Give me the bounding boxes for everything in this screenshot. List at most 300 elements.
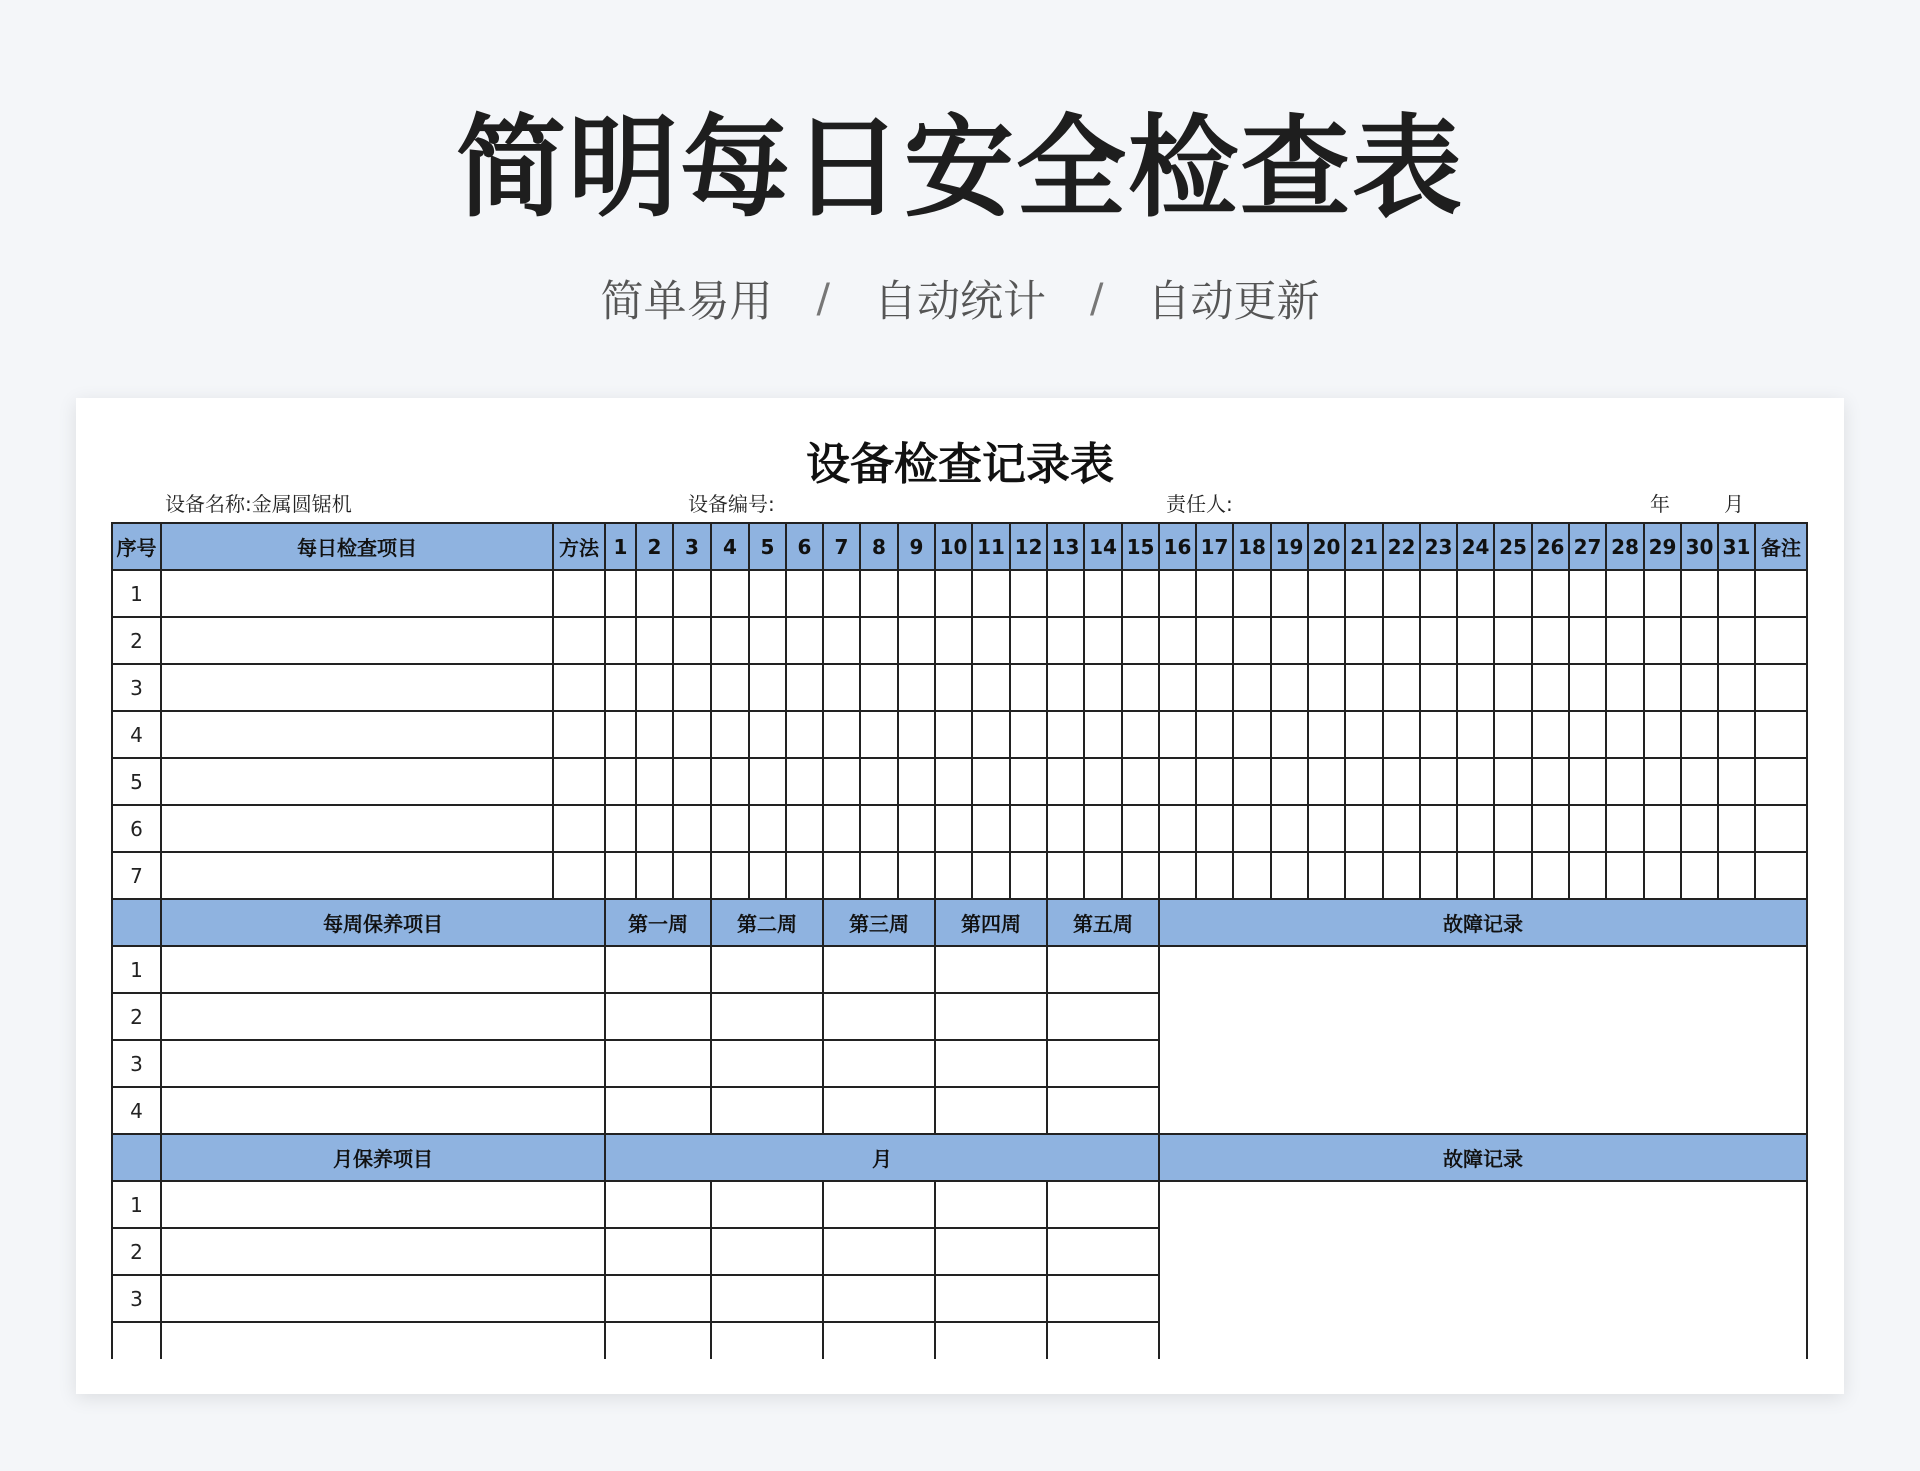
day-check-cell[interactable] <box>786 711 823 758</box>
remark-cell[interactable] <box>1755 852 1807 899</box>
day-check-cell[interactable] <box>636 758 673 805</box>
day-check-cell[interactable] <box>711 617 749 664</box>
day-check-cell[interactable] <box>1308 617 1345 664</box>
day-check-cell[interactable] <box>1122 852 1159 899</box>
remark-cell[interactable] <box>1755 805 1807 852</box>
day-check-cell[interactable] <box>1383 617 1420 664</box>
method-cell[interactable] <box>553 617 605 664</box>
day-check-cell[interactable] <box>1532 617 1569 664</box>
day-check-cell[interactable] <box>1010 852 1047 899</box>
method-cell[interactable] <box>553 758 605 805</box>
day-check-cell[interactable] <box>1606 852 1644 899</box>
daily-item-cell[interactable] <box>161 758 553 805</box>
day-check-cell[interactable] <box>711 805 749 852</box>
day-check-cell[interactable] <box>1532 805 1569 852</box>
day-check-cell[interactable] <box>972 617 1010 664</box>
day-check-cell[interactable] <box>1457 852 1494 899</box>
day-check-cell[interactable] <box>1122 664 1159 711</box>
month-check-cell[interactable] <box>935 1322 1047 1359</box>
day-check-cell[interactable] <box>673 852 711 899</box>
day-check-cell[interactable] <box>823 758 860 805</box>
method-cell[interactable] <box>553 664 605 711</box>
col-header-week: 第四周 <box>935 899 1047 946</box>
remark-cell[interactable] <box>1755 711 1807 758</box>
day-check-cell[interactable] <box>1383 852 1420 899</box>
col-header-index: 序号 <box>112 523 161 570</box>
day-check-cell[interactable] <box>1532 570 1569 617</box>
week-check-cell[interactable] <box>605 1040 711 1087</box>
day-check-cell[interactable] <box>1010 805 1047 852</box>
day-check-cell[interactable] <box>860 805 898 852</box>
day-check-cell[interactable] <box>1271 570 1308 617</box>
day-check-cell[interactable] <box>1345 711 1383 758</box>
col-header-day: 15 <box>1122 523 1159 570</box>
day-check-cell[interactable] <box>1271 852 1308 899</box>
day-check-cell[interactable] <box>1457 617 1494 664</box>
weekly-fault-record-area[interactable] <box>1159 946 1807 1134</box>
day-check-cell[interactable] <box>1233 758 1271 805</box>
day-check-cell[interactable] <box>1718 805 1755 852</box>
day-check-cell[interactable] <box>972 711 1010 758</box>
day-check-cell[interactable] <box>1271 664 1308 711</box>
day-check-cell[interactable] <box>1718 570 1755 617</box>
day-check-cell[interactable] <box>1383 758 1420 805</box>
week-check-cell[interactable] <box>935 993 1047 1040</box>
day-check-cell[interactable] <box>1718 711 1755 758</box>
day-check-cell[interactable] <box>1084 852 1122 899</box>
week-check-cell[interactable] <box>823 1040 935 1087</box>
week-check-cell[interactable] <box>1047 993 1159 1040</box>
day-check-cell[interactable] <box>898 664 935 711</box>
month-check-cell[interactable] <box>605 1322 711 1359</box>
day-check-cell[interactable] <box>1494 758 1532 805</box>
month-check-cell[interactable] <box>605 1275 711 1322</box>
monthly-item-cell[interactable] <box>161 1228 605 1275</box>
day-check-cell[interactable] <box>1084 617 1122 664</box>
day-check-cell[interactable] <box>605 758 636 805</box>
day-check-cell[interactable] <box>972 805 1010 852</box>
day-check-cell[interactable] <box>1233 570 1271 617</box>
day-check-cell[interactable] <box>1308 852 1345 899</box>
week-check-cell[interactable] <box>1047 1087 1159 1134</box>
day-check-cell[interactable] <box>1084 570 1122 617</box>
day-check-cell[interactable] <box>1345 805 1383 852</box>
day-check-cell[interactable] <box>673 758 711 805</box>
day-check-cell[interactable] <box>1084 711 1122 758</box>
day-check-cell[interactable] <box>711 664 749 711</box>
weekly-row <box>112 946 1807 993</box>
day-check-cell[interactable] <box>823 570 860 617</box>
day-check-cell[interactable] <box>749 805 786 852</box>
month-check-cell[interactable] <box>605 1228 711 1275</box>
day-check-cell[interactable] <box>1308 711 1345 758</box>
day-check-cell[interactable] <box>605 570 636 617</box>
daily-item-cell[interactable] <box>161 805 553 852</box>
day-check-cell[interactable] <box>1457 664 1494 711</box>
day-check-cell[interactable] <box>972 852 1010 899</box>
day-check-cell[interactable] <box>1718 664 1755 711</box>
col-header-day: 3 <box>673 523 711 570</box>
day-check-cell[interactable] <box>1159 711 1196 758</box>
day-check-cell[interactable] <box>1047 617 1084 664</box>
col-header-monthly-item: 月保养项目 <box>161 1134 605 1181</box>
day-check-cell[interactable] <box>1681 805 1718 852</box>
day-check-cell[interactable] <box>1122 617 1159 664</box>
day-check-cell[interactable] <box>1606 617 1644 664</box>
day-check-cell[interactable] <box>749 617 786 664</box>
day-check-cell[interactable] <box>1047 570 1084 617</box>
day-check-cell[interactable] <box>786 852 823 899</box>
day-check-cell[interactable] <box>1196 711 1233 758</box>
day-check-cell[interactable] <box>749 711 786 758</box>
day-check-cell[interactable] <box>1644 570 1681 617</box>
day-check-cell[interactable] <box>1159 758 1196 805</box>
day-check-cell[interactable] <box>972 570 1010 617</box>
daily-item-cell[interactable] <box>161 852 553 899</box>
col-header-day: 17 <box>1196 523 1233 570</box>
weekly-item-cell[interactable] <box>161 946 605 993</box>
day-check-cell[interactable] <box>636 805 673 852</box>
day-check-cell[interactable] <box>935 664 972 711</box>
day-check-cell[interactable] <box>636 852 673 899</box>
day-check-cell[interactable] <box>1084 664 1122 711</box>
day-check-cell[interactable] <box>1047 711 1084 758</box>
day-check-cell[interactable] <box>786 758 823 805</box>
day-check-cell[interactable] <box>1457 805 1494 852</box>
day-check-cell[interactable] <box>711 570 749 617</box>
day-check-cell[interactable] <box>1383 664 1420 711</box>
weekly-item-cell[interactable] <box>161 993 605 1040</box>
day-check-cell[interactable] <box>1010 758 1047 805</box>
day-check-cell[interactable] <box>1047 758 1084 805</box>
day-check-cell[interactable] <box>935 758 972 805</box>
day-check-cell[interactable] <box>1644 852 1681 899</box>
day-check-cell[interactable] <box>1681 664 1718 711</box>
day-check-cell[interactable] <box>1233 852 1271 899</box>
day-check-cell[interactable] <box>1569 758 1606 805</box>
day-check-cell[interactable] <box>860 617 898 664</box>
day-check-cell[interactable] <box>1271 805 1308 852</box>
day-check-cell[interactable] <box>1308 570 1345 617</box>
weekly-item-cell[interactable] <box>161 1040 605 1087</box>
day-check-cell[interactable] <box>1010 617 1047 664</box>
day-check-cell[interactable] <box>1010 664 1047 711</box>
row-index: 5 <box>112 758 161 805</box>
month-check-cell[interactable] <box>1047 1322 1159 1359</box>
day-check-cell[interactable] <box>1606 570 1644 617</box>
day-check-cell[interactable] <box>1196 664 1233 711</box>
day-check-cell[interactable] <box>860 570 898 617</box>
month-check-cell[interactable] <box>711 1275 823 1322</box>
day-check-cell[interactable] <box>1532 758 1569 805</box>
week-check-cell[interactable] <box>1047 1040 1159 1087</box>
month-check-cell[interactable] <box>823 1275 935 1322</box>
day-check-cell[interactable] <box>1345 758 1383 805</box>
day-check-cell[interactable] <box>1644 805 1681 852</box>
day-check-cell[interactable] <box>1457 711 1494 758</box>
day-check-cell[interactable] <box>786 570 823 617</box>
day-check-cell[interactable] <box>1569 852 1606 899</box>
month-check-cell[interactable] <box>935 1275 1047 1322</box>
day-check-cell[interactable] <box>860 664 898 711</box>
month-check-cell[interactable] <box>1047 1228 1159 1275</box>
day-check-cell[interactable] <box>673 805 711 852</box>
day-check-cell[interactable] <box>1457 570 1494 617</box>
day-check-cell[interactable] <box>1159 852 1196 899</box>
monthly-item-cell[interactable] <box>161 1275 605 1322</box>
day-check-cell[interactable] <box>823 852 860 899</box>
day-check-cell[interactable] <box>1047 852 1084 899</box>
week-check-cell[interactable] <box>823 1087 935 1134</box>
day-check-cell[interactable] <box>1681 711 1718 758</box>
day-check-cell[interactable] <box>605 617 636 664</box>
day-check-cell[interactable] <box>1010 570 1047 617</box>
day-check-cell[interactable] <box>823 805 860 852</box>
day-check-cell[interactable] <box>898 617 935 664</box>
day-check-cell[interactable] <box>860 852 898 899</box>
monthly-item-cell[interactable] <box>161 1181 605 1228</box>
month-check-cell[interactable] <box>1047 1181 1159 1228</box>
day-check-cell[interactable] <box>636 664 673 711</box>
day-check-cell[interactable] <box>1569 805 1606 852</box>
day-check-cell[interactable] <box>898 852 935 899</box>
week-check-cell[interactable] <box>1047 946 1159 993</box>
daily-item-cell[interactable] <box>161 711 553 758</box>
day-check-cell[interactable] <box>1122 758 1159 805</box>
day-check-cell[interactable] <box>636 711 673 758</box>
week-check-cell[interactable] <box>605 946 711 993</box>
day-check-cell[interactable] <box>935 617 972 664</box>
day-check-cell[interactable] <box>823 711 860 758</box>
day-check-cell[interactable] <box>972 758 1010 805</box>
daily-item-cell[interactable] <box>161 664 553 711</box>
day-check-cell[interactable] <box>1122 805 1159 852</box>
day-check-cell[interactable] <box>1308 664 1345 711</box>
week-check-cell[interactable] <box>935 1087 1047 1134</box>
month-check-cell[interactable] <box>935 1181 1047 1228</box>
month-check-cell[interactable] <box>823 1181 935 1228</box>
day-check-cell[interactable] <box>1420 664 1457 711</box>
day-check-cell[interactable] <box>605 852 636 899</box>
day-check-cell[interactable] <box>711 758 749 805</box>
day-check-cell[interactable] <box>1122 711 1159 758</box>
day-check-cell[interactable] <box>1233 711 1271 758</box>
day-check-cell[interactable] <box>1122 570 1159 617</box>
day-check-cell[interactable] <box>605 805 636 852</box>
day-check-cell[interactable] <box>1196 805 1233 852</box>
week-check-cell[interactable] <box>605 993 711 1040</box>
day-check-cell[interactable] <box>786 664 823 711</box>
day-check-cell[interactable] <box>972 664 1010 711</box>
day-check-cell[interactable] <box>605 711 636 758</box>
day-check-cell[interactable] <box>1345 617 1383 664</box>
day-check-cell[interactable] <box>1233 805 1271 852</box>
day-check-cell[interactable] <box>1271 617 1308 664</box>
month-check-cell[interactable] <box>605 1181 711 1228</box>
week-check-cell[interactable] <box>711 1040 823 1087</box>
day-check-cell[interactable] <box>1047 805 1084 852</box>
day-check-cell[interactable] <box>860 758 898 805</box>
day-check-cell[interactable] <box>1383 805 1420 852</box>
day-check-cell[interactable] <box>1084 758 1122 805</box>
day-check-cell[interactable] <box>1681 570 1718 617</box>
day-check-cell[interactable] <box>1196 617 1233 664</box>
remark-cell[interactable] <box>1755 570 1807 617</box>
daily-item-cell[interactable] <box>161 570 553 617</box>
month-check-cell[interactable] <box>823 1228 935 1275</box>
day-check-cell[interactable] <box>673 617 711 664</box>
day-check-cell[interactable] <box>1569 570 1606 617</box>
day-check-cell[interactable] <box>1606 664 1644 711</box>
monthly-item-cell[interactable] <box>161 1322 605 1359</box>
day-check-cell[interactable] <box>1383 711 1420 758</box>
daily-item-cell[interactable] <box>161 617 553 664</box>
day-check-cell[interactable] <box>860 711 898 758</box>
day-check-cell[interactable] <box>711 711 749 758</box>
day-check-cell[interactable] <box>749 758 786 805</box>
day-check-cell[interactable] <box>1196 852 1233 899</box>
day-check-cell[interactable] <box>1084 805 1122 852</box>
day-check-cell[interactable] <box>1457 758 1494 805</box>
daily-row <box>112 852 1807 899</box>
day-check-cell[interactable] <box>1644 758 1681 805</box>
day-check-cell[interactable] <box>1420 711 1457 758</box>
day-check-cell[interactable] <box>749 852 786 899</box>
day-check-cell[interactable] <box>673 711 711 758</box>
day-check-cell[interactable] <box>1010 711 1047 758</box>
remark-cell[interactable] <box>1755 617 1807 664</box>
day-check-cell[interactable] <box>823 664 860 711</box>
day-check-cell[interactable] <box>1718 758 1755 805</box>
day-check-cell[interactable] <box>711 852 749 899</box>
day-check-cell[interactable] <box>1159 570 1196 617</box>
remark-cell[interactable] <box>1755 664 1807 711</box>
day-check-cell[interactable] <box>1345 570 1383 617</box>
day-check-cell[interactable] <box>1047 664 1084 711</box>
day-check-cell[interactable] <box>1494 664 1532 711</box>
month-check-cell[interactable] <box>823 1322 935 1359</box>
day-check-cell[interactable] <box>898 711 935 758</box>
day-check-cell[interactable] <box>1606 711 1644 758</box>
week-check-cell[interactable] <box>711 1087 823 1134</box>
day-check-cell[interactable] <box>1308 758 1345 805</box>
day-check-cell[interactable] <box>673 664 711 711</box>
day-check-cell[interactable] <box>935 711 972 758</box>
day-check-cell[interactable] <box>1569 711 1606 758</box>
col-header-day: 5 <box>749 523 786 570</box>
day-check-cell[interactable] <box>1644 664 1681 711</box>
day-check-cell[interactable] <box>935 570 972 617</box>
day-check-cell[interactable] <box>1532 664 1569 711</box>
day-check-cell[interactable] <box>1233 617 1271 664</box>
day-check-cell[interactable] <box>1569 664 1606 711</box>
day-check-cell[interactable] <box>898 570 935 617</box>
day-check-cell[interactable] <box>1159 617 1196 664</box>
day-check-cell[interactable] <box>1271 758 1308 805</box>
day-check-cell[interactable] <box>749 570 786 617</box>
weekly-item-cell[interactable] <box>161 1087 605 1134</box>
day-check-cell[interactable] <box>1159 664 1196 711</box>
day-check-cell[interactable] <box>823 617 860 664</box>
day-check-cell[interactable] <box>1606 805 1644 852</box>
day-check-cell[interactable] <box>1644 711 1681 758</box>
day-check-cell[interactable] <box>1420 805 1457 852</box>
day-check-cell[interactable] <box>1494 617 1532 664</box>
day-check-cell[interactable] <box>1494 805 1532 852</box>
day-check-cell[interactable] <box>636 617 673 664</box>
month-check-cell[interactable] <box>935 1228 1047 1275</box>
day-check-cell[interactable] <box>1681 758 1718 805</box>
day-check-cell[interactable] <box>1420 617 1457 664</box>
day-check-cell[interactable] <box>1308 805 1345 852</box>
day-check-cell[interactable] <box>1494 711 1532 758</box>
monthly-fault-record-area[interactable] <box>1159 1181 1807 1359</box>
day-check-cell[interactable] <box>1271 711 1308 758</box>
method-cell[interactable] <box>553 805 605 852</box>
day-check-cell[interactable] <box>1532 711 1569 758</box>
month-check-cell[interactable] <box>1047 1275 1159 1322</box>
day-check-cell[interactable] <box>1383 570 1420 617</box>
day-check-cell[interactable] <box>636 570 673 617</box>
daily-row <box>112 570 1807 617</box>
method-cell[interactable] <box>553 711 605 758</box>
day-check-cell[interactable] <box>1345 852 1383 899</box>
row-index: 1 <box>112 570 161 617</box>
day-check-cell[interactable] <box>1233 664 1271 711</box>
week-check-cell[interactable] <box>935 946 1047 993</box>
day-check-cell[interactable] <box>1681 617 1718 664</box>
remark-cell[interactable] <box>1755 758 1807 805</box>
day-check-cell[interactable] <box>1494 852 1532 899</box>
week-check-cell[interactable] <box>935 1040 1047 1087</box>
day-check-cell[interactable] <box>1681 852 1718 899</box>
day-check-cell[interactable] <box>1159 805 1196 852</box>
day-check-cell[interactable] <box>1644 617 1681 664</box>
month-check-cell[interactable] <box>711 1322 823 1359</box>
method-cell[interactable] <box>553 570 605 617</box>
day-check-cell[interactable] <box>1532 852 1569 899</box>
day-check-cell[interactable] <box>1494 570 1532 617</box>
day-check-cell[interactable] <box>1420 758 1457 805</box>
method-cell[interactable] <box>553 852 605 899</box>
day-check-cell[interactable] <box>1196 570 1233 617</box>
month-check-cell[interactable] <box>711 1228 823 1275</box>
day-check-cell[interactable] <box>1718 852 1755 899</box>
day-check-cell[interactable] <box>1420 852 1457 899</box>
day-check-cell[interactable] <box>673 570 711 617</box>
day-check-cell[interactable] <box>935 805 972 852</box>
day-check-cell[interactable] <box>898 805 935 852</box>
day-check-cell[interactable] <box>1420 570 1457 617</box>
week-check-cell[interactable] <box>711 993 823 1040</box>
week-check-cell[interactable] <box>605 1087 711 1134</box>
day-check-cell[interactable] <box>605 664 636 711</box>
week-check-cell[interactable] <box>823 993 935 1040</box>
day-check-cell[interactable] <box>786 617 823 664</box>
week-check-cell[interactable] <box>823 946 935 993</box>
day-check-cell[interactable] <box>935 852 972 899</box>
month-check-cell[interactable] <box>711 1181 823 1228</box>
day-check-cell[interactable] <box>898 758 935 805</box>
day-check-cell[interactable] <box>786 805 823 852</box>
day-check-cell[interactable] <box>1606 758 1644 805</box>
day-check-cell[interactable] <box>1569 617 1606 664</box>
day-check-cell[interactable] <box>1196 758 1233 805</box>
day-check-cell[interactable] <box>1718 617 1755 664</box>
day-check-cell[interactable] <box>749 664 786 711</box>
week-check-cell[interactable] <box>711 946 823 993</box>
day-check-cell[interactable] <box>1345 664 1383 711</box>
